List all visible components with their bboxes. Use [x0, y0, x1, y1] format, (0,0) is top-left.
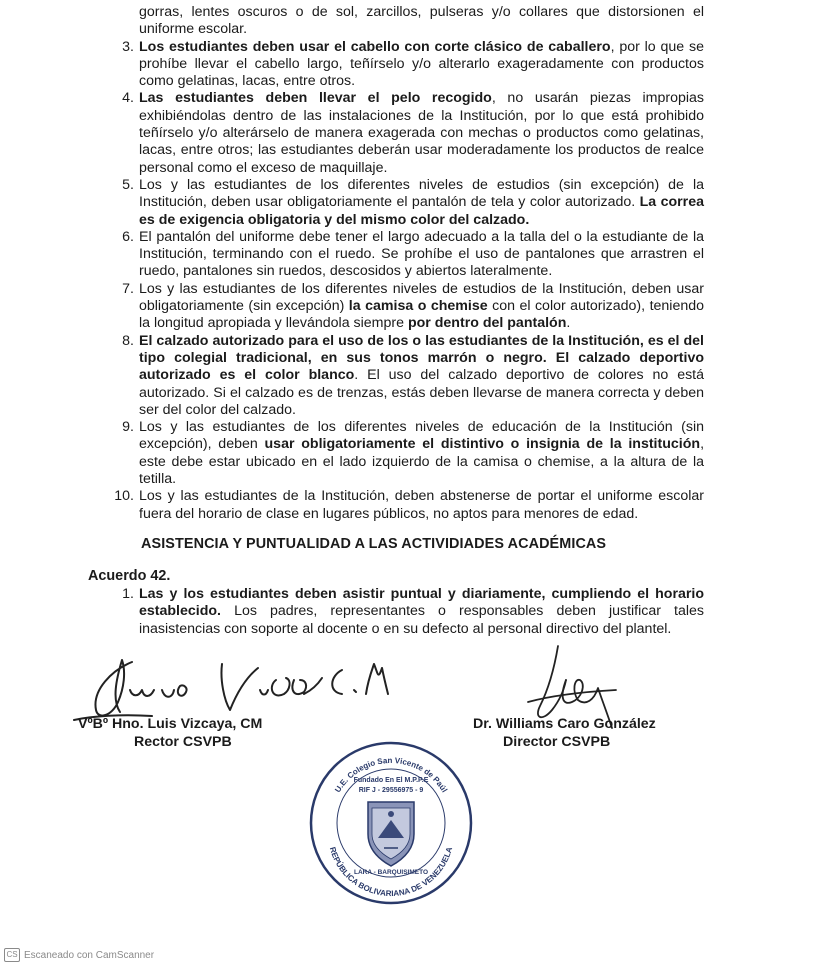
item-number: 3.	[122, 38, 134, 55]
official-stamp	[306, 738, 476, 908]
scanner-footer	[4, 948, 154, 962]
item-text: , este debe estar ubicado en el lado izquierdo de la camisa o chemise, a la altura de la tetilla.	[139, 436, 705, 488]
item-number: 7.	[122, 280, 134, 297]
list-item	[112, 4, 704, 39]
acuerdo-label: Acuerdo 42.	[88, 568, 171, 584]
item-text: El pantalón del uniforme debe tener el largo adecuado a la talla del o la estudiante de la Institución, terminando con el ruedo. Se prohíbe el uso de pantalones que arrastren el ruedo, pantalones sin ruedos, descosidos y abiertos lateralmente.	[139, 228, 704, 280]
item-text-bold: Las estudiantes deben llevar el pelo recogido	[139, 90, 492, 107]
list-item	[112, 177, 704, 229]
item-text: . El uso del calzado deportivo de colores no está autorizado. Si el calzado es de trenzas, estás deben llevarse de manera correcta y deben ser del color del calzado.	[139, 367, 705, 418]
rector-role: Rector CSVPB	[134, 734, 232, 750]
item-text: Los y las estudiantes de los diferentes niveles de estudios (sin excepción) de la Institución, deben usar obligatoriamente el pantalón de tela y color autorizado.	[139, 176, 704, 211]
section-heading: ASISTENCIA Y PUNTUALIDAD A LAS ACTIVIDIADES ACADÉMICAS	[141, 536, 607, 552]
list-item	[112, 488, 704, 523]
stamp-bottom-small: LARA - BARQUISIMETO	[353, 869, 429, 876]
item-text-bold: Los estudiantes deben usar el cabello con corte clásico de caballero	[139, 38, 611, 55]
list-item	[112, 90, 704, 176]
stamp-line2: Fundado En El M.P.P.E	[353, 777, 429, 784]
scanner-footer-text: Escaneado con CamScanner	[24, 949, 155, 961]
item-number: 8.	[122, 332, 134, 349]
list-item	[112, 419, 704, 488]
attendance-rules-list	[112, 586, 704, 638]
item-text: , por lo que se prohíbe llevar el cabello largo, teñírselo y/o alterarlo exageradamente con productos como gelatinas, lacas, entre otros.	[139, 38, 704, 90]
item-text-bold: La correa es de exigencia obligatoria y del mismo color del calzado.	[139, 194, 704, 228]
stamp-shield-icon	[368, 802, 414, 866]
director-name: Dr. Williams Caro González	[473, 716, 656, 732]
item-number: 4.	[122, 90, 134, 107]
stamp-bottom-text: REPÚBLICA BOLIVARIANA DE VENEZUELA	[327, 845, 455, 899]
item-number: 9.	[122, 419, 134, 436]
item-text: Los y las estudiantes de la Institución, deben abstenerse de portar el uniforme escolar fuera del horario de clase en lugares públicos, no aptos para menores de edad.	[139, 488, 704, 522]
stamp-top-text: U.E. Colegio San Vicente de Paúl	[333, 755, 449, 795]
list-item	[112, 39, 704, 91]
item-text: Los padres, representantes o responsables deben justificar tales inasistencias con soporte al docente o en su defecto al personal directivo del plantel.	[139, 603, 704, 637]
item-text-bold: El calzado autorizado para el uso de los o las estudiantes de la Institución, es el del tipo colegial tradicional, en sus tonos marrón o negro. El calzado deportivo autorizado es el color blanco	[139, 332, 704, 384]
item-number: 6.	[122, 228, 134, 245]
camscanner-icon: CS	[4, 948, 20, 962]
item-text-bold: usar obligatoriamente el distintivo o insignia de la institución	[264, 436, 701, 453]
item-text-bold: la camisa o chemise	[348, 298, 488, 315]
stamp-line3: RIF J - 29556975 - 9	[358, 787, 424, 794]
list-item	[112, 281, 704, 333]
item-text: gorras, lentes oscuros o de sol, zarcillos, pulseras y/o collares que distorsionen el uniforme escolar.	[139, 4, 704, 38]
director-role: Director CSVPB	[503, 734, 611, 750]
item-text: .	[566, 315, 571, 332]
item-number: 10.	[114, 488, 134, 505]
item-text: con el color autorizado), teniendo la longitud apropiada y llevándola siempre	[139, 298, 705, 332]
item-number: 1.	[122, 586, 134, 602]
item-text-bold: Las y los estudiantes deben asistir puntual y diariamente, cumpliendo el horario establecido.	[139, 586, 704, 620]
item-text: Los y las estudiantes de los diferentes niveles de estudios de la Institución, deben usar obligatoriamente (sin excepción)	[139, 280, 704, 315]
item-text-bold: por dentro del pantalón	[407, 315, 567, 332]
uniform-rules-list	[112, 4, 704, 523]
item-text: , no usarán piezas impropias exhibiéndolas dentro de las instalaciones de la Institución, por lo que está prohibido teñírselo y/o alterárselo de manera exagerada con mechas o productos como gelatinas, lacas, entre otros; las estudiantes deberán usar moderadamente los productos de realce personal como el exceso de maquillaje.	[139, 90, 705, 176]
rector-name: VºBº Hno. Luis Vizcaya, CM	[78, 716, 263, 732]
list-item	[112, 586, 704, 638]
list-item	[112, 229, 704, 281]
list-item	[112, 333, 704, 419]
item-text: Los y las estudiantes de los diferentes niveles de educación de la Institución (sin excepción), deben	[139, 419, 704, 453]
item-number: 5.	[122, 176, 134, 193]
